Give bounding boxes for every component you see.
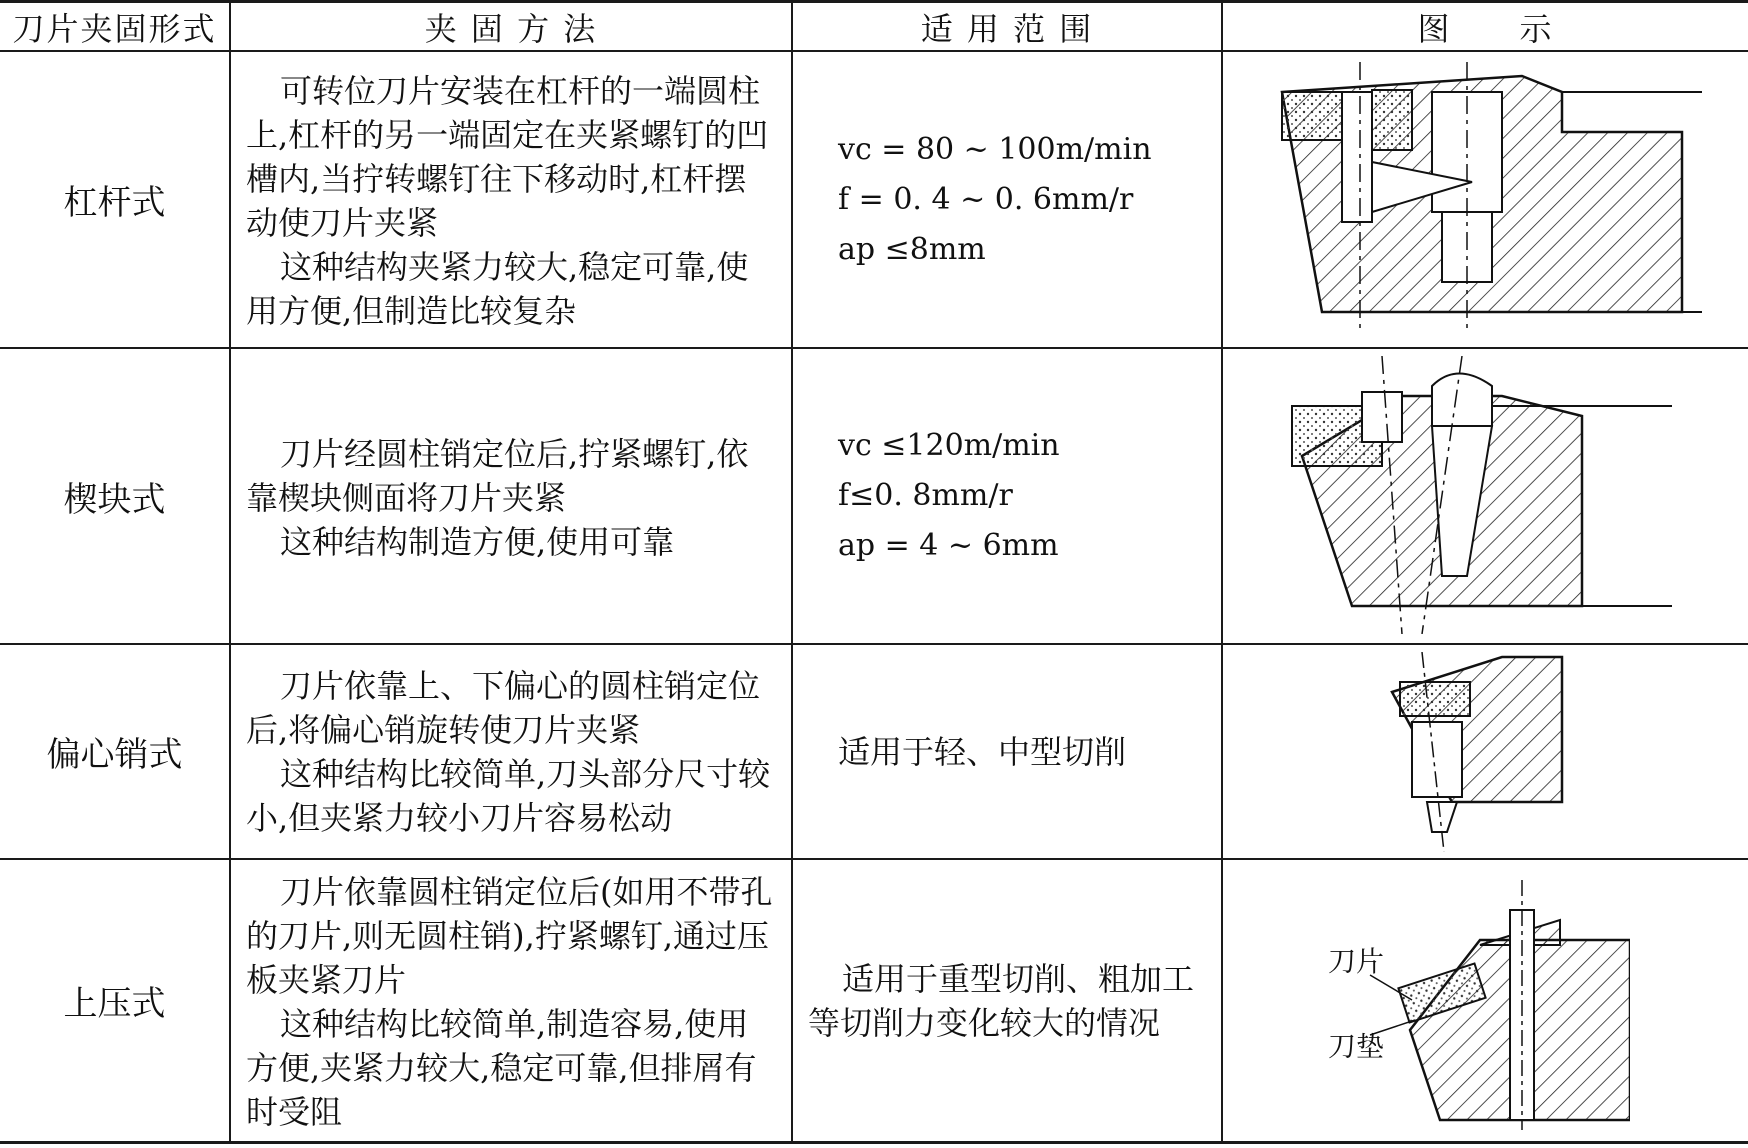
header-range — [793, 3, 1221, 50]
clamp-type-name: 上压式 — [63, 984, 166, 1024]
clamp-method-text — [246, 870, 776, 1134]
method-paragraph: 这种结构夹紧力较大,稳定可靠,使用方便,但制造比较复杂 — [246, 248, 749, 330]
header-clamp-method-label: 夹 固 方 法 — [424, 9, 598, 48]
column-divider — [791, 0, 793, 1144]
range-line: vc ≤120m/min — [838, 428, 1060, 463]
clamp-method-text — [246, 432, 776, 564]
range-line: ap = 4 ~ 6mm — [838, 528, 1059, 563]
method-paragraph: 这种结构制造方便,使用可靠 — [280, 523, 675, 561]
method-paragraph: 刀片依靠圆柱销定位后(如用不带孔的刀片,则无圆柱销),拧紧螺钉,通过压板夹紧刀片 — [246, 873, 773, 999]
range-line: vc = 80 ~ 100m/min — [838, 131, 1152, 167]
method-paragraph: 这种结构比较简单,制造容易,使用方便,夹紧力较大,稳定可靠,但排屑有时受阻 — [246, 1005, 757, 1131]
lever-clamp-diagram — [1262, 62, 1702, 334]
clamp-method-text — [246, 664, 776, 840]
header-clamp-method — [231, 3, 791, 50]
clamp-type-name: 杠杆式 — [63, 183, 166, 223]
range-text — [838, 349, 1218, 643]
range-description: 适用于重型切削、粗加工等切削力变化较大的情况 — [808, 959, 1195, 1042]
header-figure — [1223, 3, 1748, 50]
clamp-type-name: 偏心销式 — [46, 735, 183, 775]
header-figure-label: 图 示 — [1417, 9, 1554, 48]
header-clamp-form — [0, 3, 229, 50]
column-divider — [1221, 0, 1223, 1144]
clamp-type-name: 楔块式 — [63, 479, 166, 520]
range-text — [808, 860, 1208, 1141]
table-bottom-rule — [0, 1141, 1748, 1144]
range-line: f≤0. 8mm/r — [838, 478, 1013, 513]
method-paragraph: 可转位刀片安装在杠杆的一端圆柱上,杠杆的另一端固定在夹紧螺钉的凹槽内,当拧转螺钉往下移动时,杠杆摆动使刀片夹紧 — [246, 72, 769, 242]
range-text — [838, 645, 1208, 858]
column-divider — [229, 0, 231, 1144]
wedge-clamp-diagram — [1282, 356, 1682, 634]
insert-label: 刀片 — [1328, 945, 1385, 978]
range-text — [838, 52, 1218, 347]
range-line: f = 0. 4 ~ 0. 6mm/r — [838, 181, 1134, 217]
range-line: ap ≤8mm — [838, 231, 986, 267]
header-range-label: 适 用 范 围 — [920, 9, 1094, 48]
method-paragraph: 这种结构比较简单,刀头部分尺寸较小,但夹紧力较小刀片容易松动 — [246, 755, 771, 837]
eccentric-pin-diagram — [1382, 652, 1582, 852]
range-description: 适用于轻、中型切削 — [838, 732, 1127, 771]
header-clamp-form-label: 刀片夹固形式 — [12, 9, 217, 48]
method-paragraph: 刀片依靠上、下偏心的圆柱销定位后,将偏心销旋转使刀片夹紧 — [246, 667, 761, 749]
clamp-method-text — [246, 69, 776, 333]
top-clamp-diagram — [1330, 880, 1630, 1130]
shim-label: 刀垫 — [1328, 1030, 1385, 1063]
method-paragraph: 刀片经圆柱销定位后,拧紧螺钉,依靠楔块侧面将刀片夹紧 — [246, 435, 749, 517]
